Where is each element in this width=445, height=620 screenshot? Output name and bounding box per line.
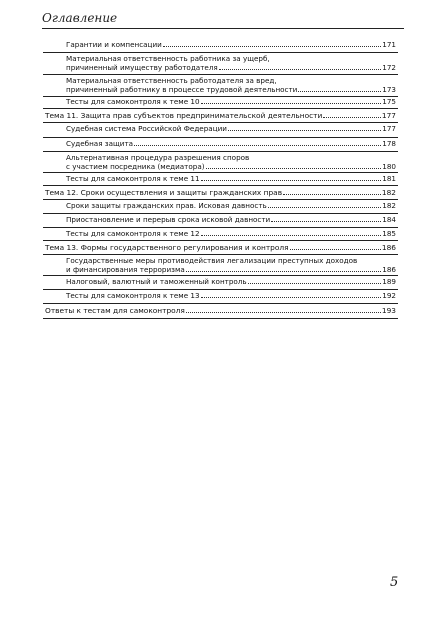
toc-topic-title: Тема 13. Формы государственного регулирования и контроля [45,243,289,252]
toc-entry[interactable] [66,291,396,300]
toc-entry-page: 173 [382,85,396,94]
toc-entry[interactable] [66,54,396,72]
header-title: Оглавление [42,11,118,25]
divider [43,52,398,53]
toc-entry-title: Тесты для самоконтроля к теме 10 [66,97,200,106]
toc-entry-title: Тесты для самоконтроля к теме 11 [66,174,200,183]
dot-leader [186,271,381,272]
toc-entry-page: 184 [382,215,396,224]
toc-entry[interactable] [66,229,396,238]
toc-entry-page: 192 [382,291,396,300]
dot-leader [186,312,381,313]
toc-entry-title-line1: Материальная ответственность работника за ущерб, [66,54,270,63]
toc-topic[interactable] [45,306,396,315]
toc-topic[interactable] [45,111,396,120]
toc-entry-title: причиненный имуществу работодателя [66,63,218,72]
toc-entry[interactable] [66,97,396,106]
toc-entry-title: Судебная защита [66,139,134,148]
dot-leader [163,46,381,47]
toc-entry-title: и финансирования терроризма [66,265,185,274]
toc-entry-title: Сроки защиты гражданских прав. Исковая давность [66,201,267,210]
divider [43,227,398,228]
dot-leader [248,283,382,284]
toc-entry-page: 189 [382,277,396,286]
toc-topic-page: 182 [381,188,396,197]
divider [43,303,398,304]
dot-leader [298,91,381,92]
dot-leader [201,103,382,104]
toc-entry-title: с участием посредника (медиатора) [66,162,205,171]
divider [43,254,398,255]
divider [43,199,398,200]
divider [43,275,398,276]
dot-leader [134,145,381,146]
toc-topic-title: Ответы к тестам для самоконтроля [45,306,185,315]
page-number: 5 [390,575,399,590]
toc-entry-page: 171 [382,40,396,49]
divider [43,172,398,173]
toc-entry-title-line1: Материальная ответственность работодателя за вред, [66,76,277,85]
toc-entry[interactable] [66,40,396,49]
toc-entry-title: Судебная система Российской Федерации [66,124,227,133]
toc-entry[interactable] [66,215,396,224]
toc-entry-page: 186 [382,265,396,274]
divider [43,122,398,123]
dot-leader [268,207,382,208]
toc-topic-page: 186 [381,243,396,252]
dot-leader [201,180,382,181]
dot-leader [283,194,381,195]
toc-entry[interactable] [66,139,396,148]
divider [43,289,398,290]
toc-entry-title: Гарантии и компенсации [66,40,162,49]
dot-leader [323,117,381,118]
divider [43,137,398,138]
toc-entry-title: Налоговый, валютный и таможенный контроль [66,277,247,286]
divider [43,108,398,109]
running-header [42,7,404,29]
dot-leader [290,249,381,250]
toc-topic-page: 177 [381,111,396,120]
toc-entry-page: 178 [382,139,396,148]
toc-entry-page: 172 [382,63,396,72]
toc-entry-title-line1: Альтернативная процедура разрешения споров [66,153,250,162]
toc-entry-page: 180 [382,162,396,171]
dot-leader [201,297,382,298]
toc-entry-title: Тесты для самоконтроля к теме 12 [66,229,200,238]
toc-topic-title: Тема 12. Сроки осуществления и защиты гражданских прав [45,188,283,197]
dot-leader [271,221,381,222]
toc-topic[interactable] [45,243,396,252]
dot-leader [206,168,382,169]
toc-topic-title: Тема 11. Защита прав субъектов предпринимательской деятельности [45,111,323,120]
toc-entry-title: причиненный работнику в процессе трудовой деятельности [66,85,298,94]
toc-entry-title: Тесты для самоконтроля к теме 13 [66,291,200,300]
toc-entry-page: 175 [382,97,396,106]
dot-leader [228,130,381,131]
toc-entry[interactable] [66,256,396,274]
divider [43,213,398,214]
toc-entry[interactable] [66,124,396,133]
toc-entry-title: Приостановление и перерыв срока исковой давности [66,215,271,224]
toc-topic[interactable] [45,188,396,197]
toc-entry-page: 185 [382,229,396,238]
toc-entry[interactable] [66,201,396,210]
toc-entry[interactable] [66,76,396,94]
toc-entry[interactable] [66,153,396,171]
divider [43,151,398,152]
toc-entry-page: 181 [382,174,396,183]
toc-entry-page: 182 [382,201,396,210]
toc-entry-title-line1: Государственные меры противодействия легализации преступных доходов [66,256,358,265]
dot-leader [201,235,382,236]
toc-entry-page: 177 [382,124,396,133]
toc-entry[interactable] [66,174,396,183]
divider [43,318,398,319]
divider [43,185,398,186]
divider [43,74,398,75]
dot-leader [219,69,382,70]
toc-topic-page: 193 [381,306,396,315]
toc-entry[interactable] [66,277,396,286]
divider [43,240,398,241]
